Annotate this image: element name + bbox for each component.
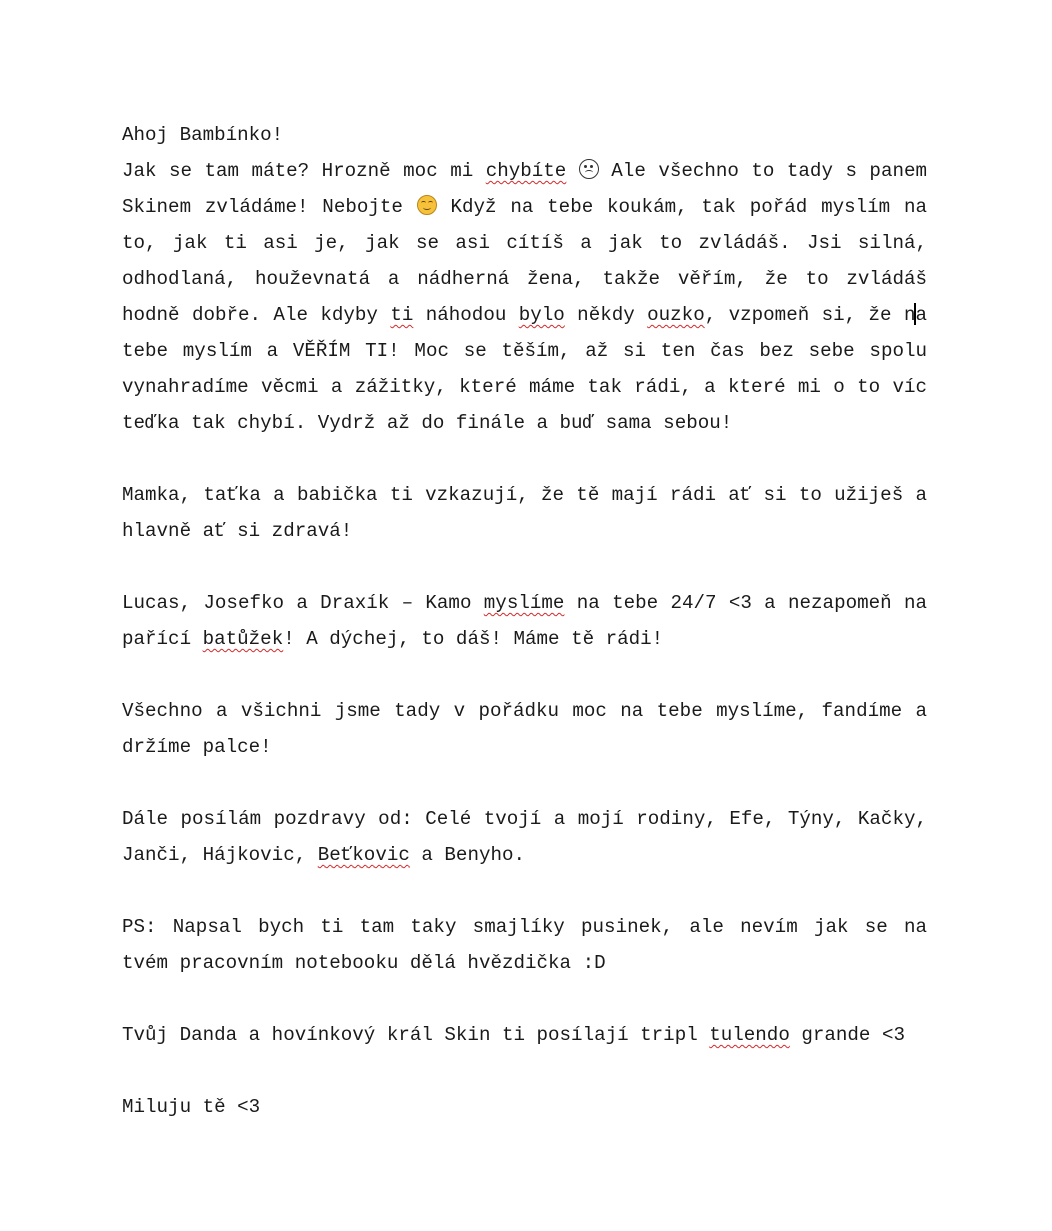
smiling-face-emoji-icon [417,195,437,215]
paragraph-spacing [122,441,927,477]
greeting-line: Ahoj Bambínko! [122,124,284,146]
text-segment: grande <3 [789,1024,905,1046]
spellcheck-flagged-word[interactable]: chybíte [485,160,567,182]
text-segment: Tvůj Danda a hovínkový král Skin ti posílají tripl [122,1024,710,1046]
paragraph-regards [122,801,927,873]
text-segment: někdy [564,304,648,326]
spellcheck-flagged-word[interactable]: tulendo [709,1024,790,1046]
paragraph-everyone-ok: Všechno a všichni jsme tady v pořádku moc na tebe myslíme, fandíme a držíme palce! [122,700,927,758]
sad-face-emoji-icon [579,159,599,179]
paragraph-spacing [122,657,927,693]
spellcheck-flagged-word[interactable]: ti [390,304,414,326]
spellcheck-flagged-word[interactable]: myslíme [483,592,565,614]
text-segment: na tebe 24/7 <3 a nezapomeň na pařící [122,592,927,650]
spellcheck-flagged-word[interactable]: ouzko [647,304,705,326]
paragraph-spacing [122,981,927,1017]
document-page[interactable] [122,117,927,1125]
spellcheck-flagged-word[interactable]: Beťkovic [317,844,410,866]
text-segment: Ale všechno to tady s panem Skinem zvládáme! Nebojte [122,160,928,218]
paragraph-signature [122,1017,927,1053]
text-segment: Lucas, Josefko a Draxík – Kamo [122,592,484,614]
spellcheck-flagged-word[interactable]: bylo [518,304,565,326]
paragraph-spacing [122,1053,927,1089]
text-segment: Dále posílám pozdravy od: Celé tvojí a mojí rodiny, Efe, Týny, Kačky, Janči, Hájkovic, [122,808,927,866]
text-segment: náhodou [413,304,519,326]
text-segment: , vzpomeň si, že n [704,304,916,326]
text-segment: ! A dýchej, to dáš! Máme tě rádi! [283,628,664,650]
paragraph-family-greetings: Mamka, taťka a babička ti vzkazují, že tě mají rádi ať si to užiješ a hlavně ať si zdravá! [122,484,927,542]
paragraph-postscript: PS: Napsal bych ti tam taky smajlíky pusinek, ale nevím jak se na tvém pracovním notebooku dělá hvězdička :D [122,916,927,974]
closing-line: Miluju tě <3 [122,1096,261,1118]
paragraph-spacing [122,765,927,801]
paragraph-main-message [122,153,927,441]
paragraph-spacing [122,549,927,585]
text-segment: Jak se tam máte? Hrozně moc mi [122,160,486,182]
text-segment: a tebe myslím a VĚŘÍM TI! Moc se těším, až si ten čas bez sebe spolu vynahradíme věcmi a zážitky, které máme tak rádi, a které mi o to víc teďka tak chybí. Vydrž až do finále a buď sama sebou! [122,304,927,434]
paragraph-friends-message [122,585,927,657]
text-segment: a Benyho. [409,844,526,866]
paragraph-spacing [122,873,927,909]
text-segment: Když na tebe koukám, tak pořád myslím na to, jak ti asi je, jak se asi cítíš a jak to zvládáš. Jsi silná, odhodlaná, houževnatá a nádherná žena, takže věřím, že to zvládáš hodně dobře. Ale kdyby [122,196,928,326]
spellcheck-flagged-word[interactable]: batůžek [202,628,284,650]
